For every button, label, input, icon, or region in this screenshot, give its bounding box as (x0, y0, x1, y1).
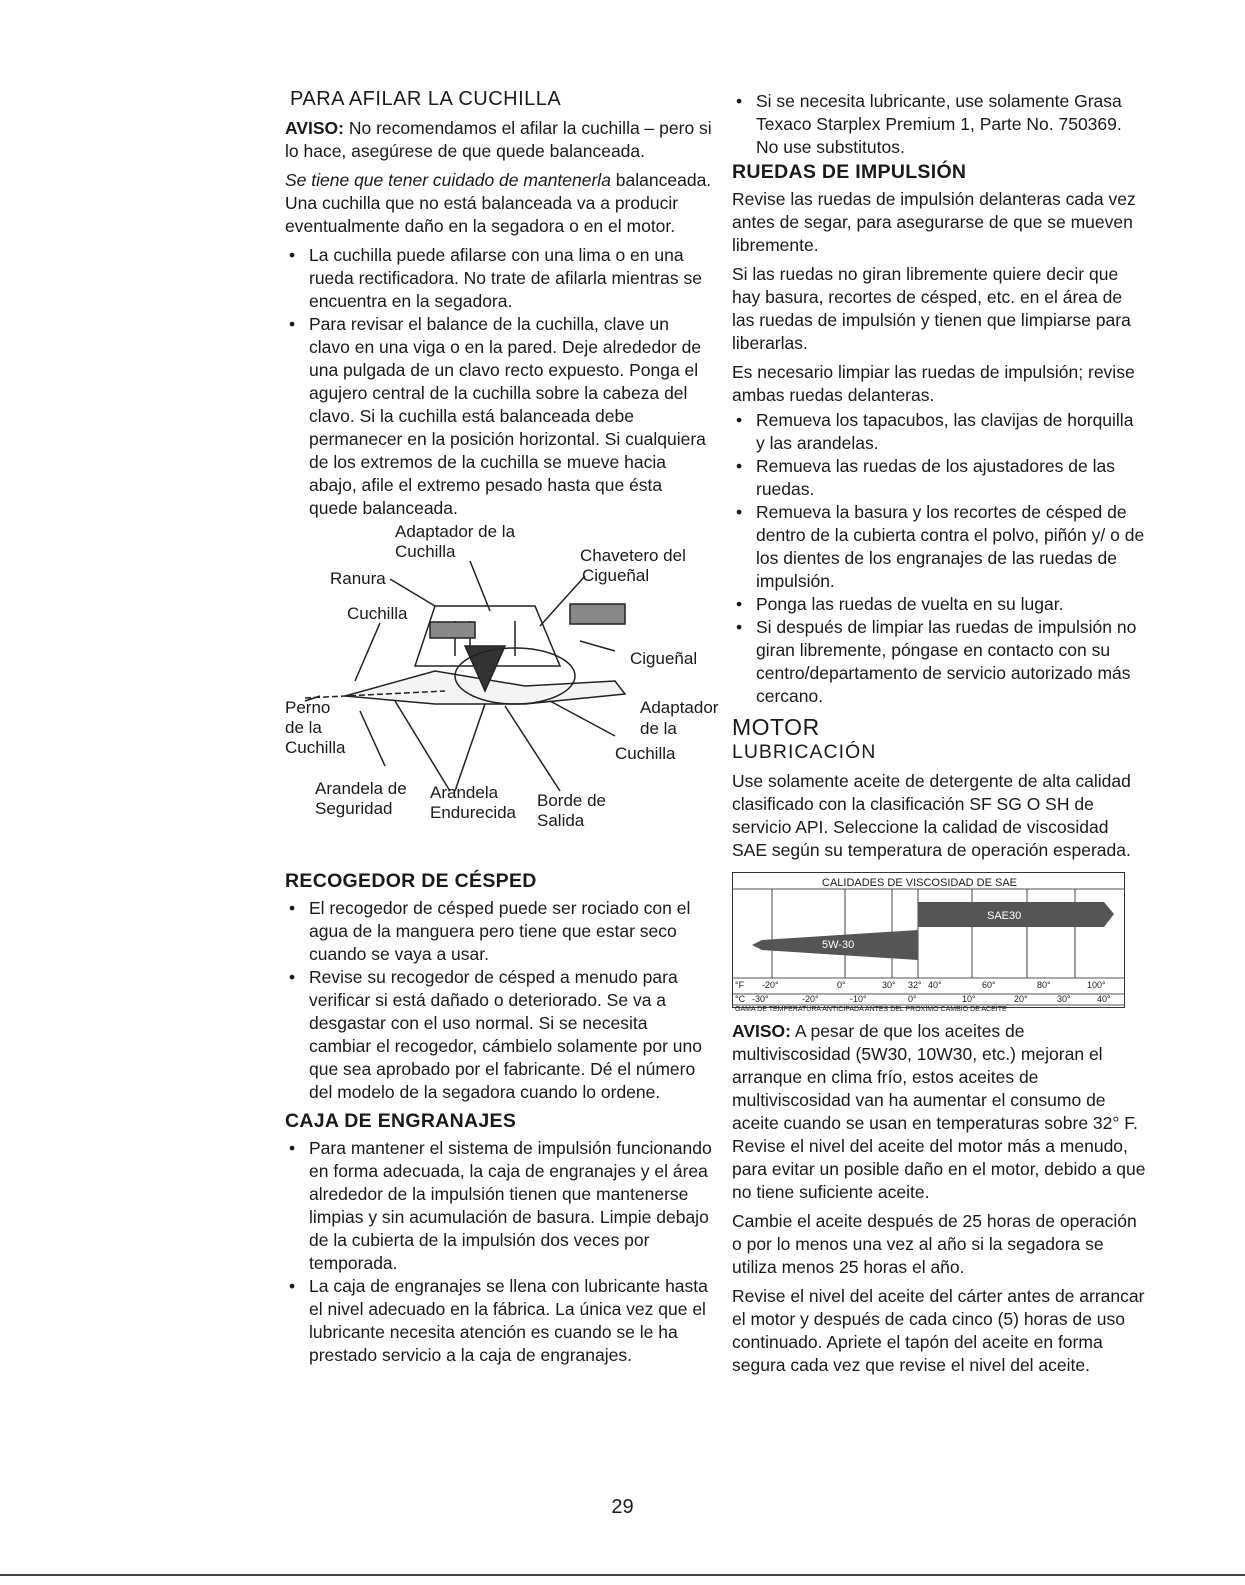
leader-adaptador-r (550, 701, 615, 736)
lubricacion-paragraph: Use solamente aceite de detergente de alta calidad clasificado con la clasificación SF SG O SH de servicio API. Seleccione la calidad de viscosidad SAE según su temperatura de operación esperada. (732, 771, 1131, 860)
label-perno: Perno (285, 698, 331, 717)
page-number: 29 (611, 1496, 634, 1518)
list-item: • Ponga las ruedas de vuelta en su lugar. (732, 593, 1147, 616)
label-ciguenal: Cigueñal (630, 649, 698, 668)
leader-ciguenal (580, 641, 615, 651)
section-title-afilar: PARA AFILAR LA CUCHILLA (290, 88, 562, 110)
adapter-block-left (430, 622, 475, 638)
ruedas-paragraph-1: Revise las ruedas de impulsión delanteras cada vez antes de segar, para asegurarse de que se mueven libremente. (732, 189, 1136, 255)
c-tick-label: 10° (962, 994, 976, 1004)
label-arandela-seguridad-2: Seguridad (315, 799, 393, 818)
right-column (732, 90, 1147, 1383)
aviso-text: No recomendamos el afilar la cuchilla – pero si lo hace, asegúrese de que quede balanceada. (285, 118, 712, 161)
list-item: • Remueva las ruedas de los ajustadores de las ruedas. (732, 455, 1147, 501)
section-title-lubricacion: LUBRICACIÓN (732, 741, 877, 763)
label-perno-2: de la (285, 718, 322, 737)
label-adaptador-top-2: Cuchilla (395, 542, 456, 561)
left-column (285, 88, 719, 1373)
c-tick-label: -20° (802, 994, 819, 1004)
sae30-label: SAE30 (987, 910, 1022, 922)
f-tick-label: -20° (762, 980, 779, 990)
aviso-multiviscosidad-text: A pesar de que los aceites de multiviscosidad (5W30, 10W30, etc.) mejoran el arranque en clima frío, estos aceites de multiviscosidad van ha aumentar el consumo de aceite cuando se usan en temperaturas sobre 32° F. Revise el nivel del aceite del motor más a menudo, para evitar un posible daño en el motor, debido a que no tiene suficiente aceite. (732, 1021, 1146, 1202)
ruedas-paragraph-2: Si las ruedas no giran libremente quiere decir que hay basura, recortes de césped, etc. en el área de las ruedas de impulsión y tienen que limpiarse para liberarlas. (732, 264, 1131, 353)
leader-ranura (390, 579, 435, 606)
aviso-label: AVISO: (285, 118, 344, 138)
crankshaft-block (570, 604, 625, 624)
label-arandela-endurecida: Arandela (430, 783, 499, 802)
caja-bullet-list (285, 1137, 713, 1367)
label-arandela-endurecida-2: Endurecida (430, 803, 517, 822)
oil-viscosity-chart (732, 872, 1125, 1013)
oil-chart-footer: GAMA DE TEMPERATURA ANTICIPADA ANTES DEL PROXIMO CAMBIO DE ACEITE (735, 1006, 1007, 1013)
c-tick-label: -30° (752, 994, 769, 1004)
label-chavetero: Chavetero del (580, 546, 686, 565)
f-tick-label: 60° (982, 980, 996, 990)
section-title-motor: MOTOR (732, 714, 820, 740)
leader-perno-2 (360, 711, 385, 766)
c-tick-label: 30° (1057, 994, 1071, 1004)
grease-bullet-list (732, 90, 1147, 159)
label-adaptador-right: Adaptador (640, 698, 719, 717)
blade-diagram (285, 522, 725, 866)
leader-adaptador (470, 561, 490, 611)
recogedor-bullet-list (285, 897, 713, 1104)
label-adaptador-top: Adaptador de la (395, 522, 516, 541)
list-item: • La caja de engranajes se llena con lubricante hasta el nivel adecuado en la fábrica. La única vez que el lubricante necesita atención es cuando se le ha prestado servicio a la caja de engranajes. (285, 1275, 713, 1367)
list-item: • Remueva la basura y los recortes de césped de dentro de la cubierta contra el polvo, piñón y/ o de los dientes de los engranajes de las ruedas de impulsión. (732, 501, 1147, 593)
c-tick-label: 40° (1097, 994, 1111, 1004)
5w30-label: 5W-30 (822, 939, 855, 951)
label-ranura: Ranura (330, 569, 386, 588)
f-tick-label: 32° (908, 980, 922, 990)
list-item: • Si después de limpiar las ruedas de impulsión no giran libremente, póngase en contacto con su centro/departamento de servicio autorizado más cercano. (732, 616, 1147, 708)
ruedas-paragraph-3: Es necesario limpiar las ruedas de impulsión; revise ambas ruedas delanteras. (732, 362, 1135, 405)
list-item: • Para mantener el sistema de impulsión funcionando en forma adecuada, la caja de engranajes y el área alrededor de la impulsión tienen que mantenerse limpias y sin acumulación de basura. Limpie debajo de la cubierta de la impulsión dos veces por temporada. (285, 1137, 713, 1275)
balance-paragraph (285, 169, 713, 238)
aviso-label: AVISO: (732, 1021, 791, 1041)
label-borde-2: Salida (537, 811, 585, 830)
list-item: • Remueva los tapacubos, las clavijas de horquilla y las arandelas. (732, 409, 1147, 455)
aviso-paragraph (285, 117, 713, 163)
leader-cuchilla (355, 623, 380, 681)
revise-paragraph: Revise el nivel del aceite del cárter antes de arrancar el motor y después de cada cinco (5) horas de uso continuado. Apriete el tapón del aceite en forma segura cada vez que revise el nivel del aceite. (732, 1286, 1145, 1375)
section-title-recogedor: RECOGEDOR DE CÉSPED (285, 870, 537, 892)
leader-arandela-end (455, 704, 485, 791)
f-tick-label: 80° (1037, 980, 1051, 990)
afilar-bullet-list (285, 244, 713, 520)
ruedas-bullet-list (732, 409, 1147, 708)
list-item: • Para revisar el balance de la cuchilla, clave un clavo en una viga o en la pared. Deje alrededor de una pulgada de un clavo recto expuesto. Ponga el agujero central de la cuchilla sobre la cabeza del clavo. Si la cuchilla está balanceada debe permanecer en la posición horizontal. Si cualquiera de los extremos de la cuchilla se mueve hacia abajo, afile el extremo pesado hasta que ésta quede balanceada. (285, 313, 713, 520)
c-tick-label: 20° (1014, 994, 1028, 1004)
c-scale-label: °C (735, 994, 746, 1004)
list-item: • Revise su recogedor de césped a menudo para verificar si está dañado o deteriorado. Se va a desgastar con el uso normal. Si se necesita cambiar el recogedor, cámbielo solamente por uno que sea aprobado por el fabricante. Dé el número del modelo de la segadora cuando lo ordene. (285, 966, 713, 1104)
label-cuchilla: Cuchilla (347, 604, 408, 623)
list-item: • El recogedor de césped puede ser rociado con el agua de la manguera pero tiene que estar seco cuando se vaya a usar. (285, 897, 713, 966)
label-adaptador-right-2: de la (640, 719, 677, 738)
list-item: • Si se necesita lubricante, use solamente Grasa Texaco Starplex Premium 1, Parte No. 750369. No use substitutos. (732, 90, 1147, 159)
oil-chart-title: CALIDADES DE VISCOSIDAD DE SAE (822, 877, 1017, 889)
label-arandela-seguridad: Arandela de (315, 779, 407, 798)
f-scale-label: °F (735, 980, 745, 990)
balance-text: balanceada. Una cuchilla que no está balanceada va a producir eventualmente daño en la segadora o en el motor. (285, 170, 712, 236)
f-tick-label: 30° (882, 980, 896, 990)
c-tick-label: -10° (850, 994, 867, 1004)
section-title-caja: CAJA DE ENGRANAJES (285, 1110, 517, 1132)
f-tick-label: 100° (1087, 980, 1106, 990)
leader-borde (505, 706, 560, 791)
section-title-ruedas: RUEDAS DE IMPULSIÓN (732, 161, 967, 183)
f-tick-label: 0° (837, 980, 846, 990)
f-tick-label: 40° (928, 980, 942, 990)
bottom-rule (0, 1574, 1245, 1576)
label-chavetero-2: Cigueñal (582, 566, 650, 585)
leader-arandela-seg (395, 701, 450, 791)
aviso-multiviscosidad-paragraph (732, 1020, 1147, 1204)
cambie-paragraph: Cambie el aceite después de 25 horas de operación o por lo menos una vez al año si la segadora se utiliza menos 25 horas el año. (732, 1211, 1137, 1277)
italic-lead: Se tiene que tener cuidado de mantenerla (285, 170, 611, 190)
c-tick-label: 0° (908, 994, 917, 1004)
label-perno-3: Cuchilla (285, 738, 346, 757)
label-borde: Borde de (537, 791, 606, 810)
list-item: • La cuchilla puede afilarse con una lima o en una rueda rectificadora. No trate de afilarla mientras se encuentra en la segadora. (285, 244, 713, 313)
label-adaptador-right-3: Cuchilla (615, 744, 676, 763)
